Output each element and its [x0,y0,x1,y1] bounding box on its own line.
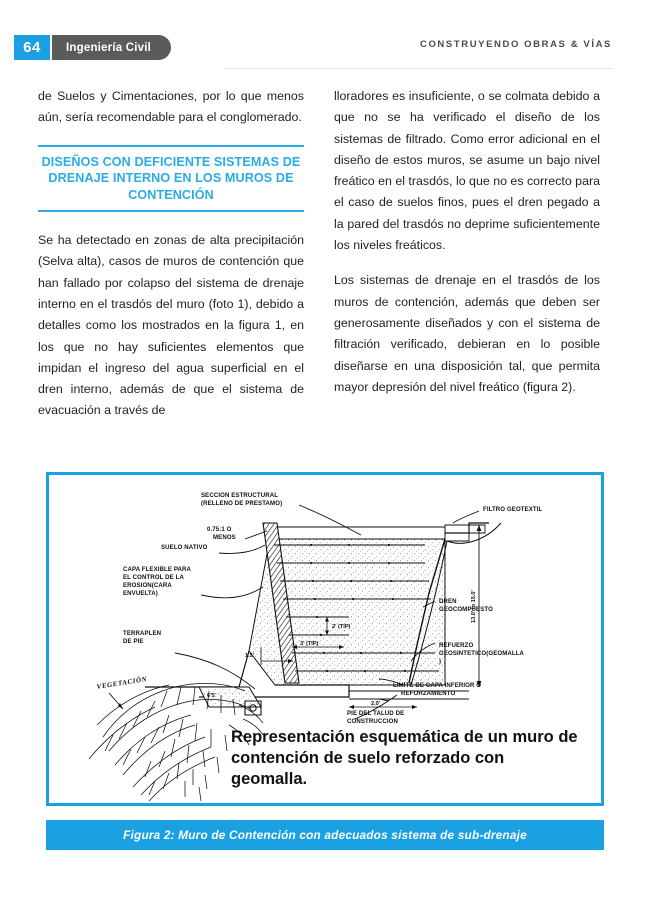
label-capa-flexible-line3: EROSION(CARA [123,582,172,589]
figure-2-container [46,472,604,806]
right-paragraph-1: lloradores es insuficiente, o se colmata debido a que no se ha verificado el diseño de los sistemas de filtrado. Como error adicional en el diseño de estos muros, se asume un bajo nivel freático en el trasdós, lo que no es correcto para el caso de suelos finos, pues el dren pegado a la pared del trasdós no deprime suficientemente los niveles freáticos. [334,89,600,253]
publication-title: CONSTRUYENDO OBRAS & VÍAS [419,39,612,50]
label-refuerzo-line1: REFUERZO [439,642,474,649]
page-header [0,0,650,72]
label-slope-line2: MENOS [213,534,236,541]
left-column [38,86,304,436]
label-dren-line2: GEOCOMPUESTO [439,606,493,613]
dim-2tip-label: 2' (TIP) [332,624,351,630]
label-capa-flexible-line2: EL CONTROL DE LA [123,574,184,581]
section-tag: Ingeniería Civil [52,35,171,60]
label-limite-line1: LIMITE DE CAPA INFERIOR O [393,682,482,689]
dim-2-0-label: 2.0' [371,701,381,707]
label-capa-flexible-line1: CAPA FLEXIBLE PARA [123,566,192,573]
label-refuerzo-line3: ) [439,658,442,665]
label-refuerzo-line2: GEOSINTETICO(GEOMALLA [439,650,525,657]
dim-3tip-label: 3' (TIP) [300,641,319,647]
label-filtro-geotextil: FILTRO GEOTEXTIL [483,506,543,513]
label-suelo-nativo: SUELO NATIVO [161,544,208,551]
dim-ss-label: 6'5' [207,693,216,699]
label-terraplen-line1: TERRAPLEN [123,630,162,637]
figure-caption-bar [46,820,604,850]
section-heading-text: DISEÑOS CON DEFICIENTE SISTEMAS DE DRENAJE INTERNO EN LOS MUROS DE CONTENCIÓN [41,154,301,202]
left-paragraph-1: de Suelos y Cimentaciones, por lo que menos aún, sería recomendable para el conglomerado. [38,89,304,125]
vegetacion-label: VEGETACIÓN [96,675,148,691]
label-dren-line1: DREN [439,598,457,605]
label-pie-talud-line2: CONSTRUCCION [347,718,398,725]
figure-inner-caption: Representación esquemática de un muro de contención de suelo reforzado con geomalla. [231,728,578,788]
section-heading [38,145,304,213]
right-paragraph-2: Los sistemas de drenaje en el trasdós de los muros de contención, además que deben ser generosamente diseñados y con el sistema de filtración verificado, debieran en lo posible diseñarse en una disposición tal, que permita mayor depresión del nivel freático (figura 2). [334,273,600,394]
label-terraplen-line2: DE PIE [123,638,144,645]
label-capa-flexible-line4: ENVUELTA) [123,590,158,597]
label-limite-line2: REFORZAMIENTO [401,690,456,697]
header-divider [225,68,612,69]
left-paragraph-2: Se ha detectado en zonas de alta precipitación (Selva alta), casos de muros de contención que han fallado por colapso del sistema de drenaje interno en el trasdós del muro (foto 1), debido a detalles como los mostrados en la figura 1, en los que no hay suficientes elementos que impidan el ingreso del agua superficial en el dren interno, además de que el sistema de evacuación a través de [38,233,304,418]
label-seccion-estructural-line1: SECCION ESTRUCTURAL [201,492,279,499]
dim-height-label: 13.0' to 15.0' [471,590,477,623]
right-column [334,86,600,412]
label-seccion-estructural-line2: (RELLENO DE PRESTAMO) [201,500,283,507]
label-pie-talud-line1: PIE DEL TALUD DE [347,710,405,717]
figure-caption-text: Figura 2: Muro de Contención con adecuados sistema de sub-drenaje [123,828,527,842]
label-slope-line1: 0.75:1 O [207,526,232,533]
dim-1-5-label: 1.5' [245,653,255,659]
page-number-badge: 64 [14,35,50,60]
